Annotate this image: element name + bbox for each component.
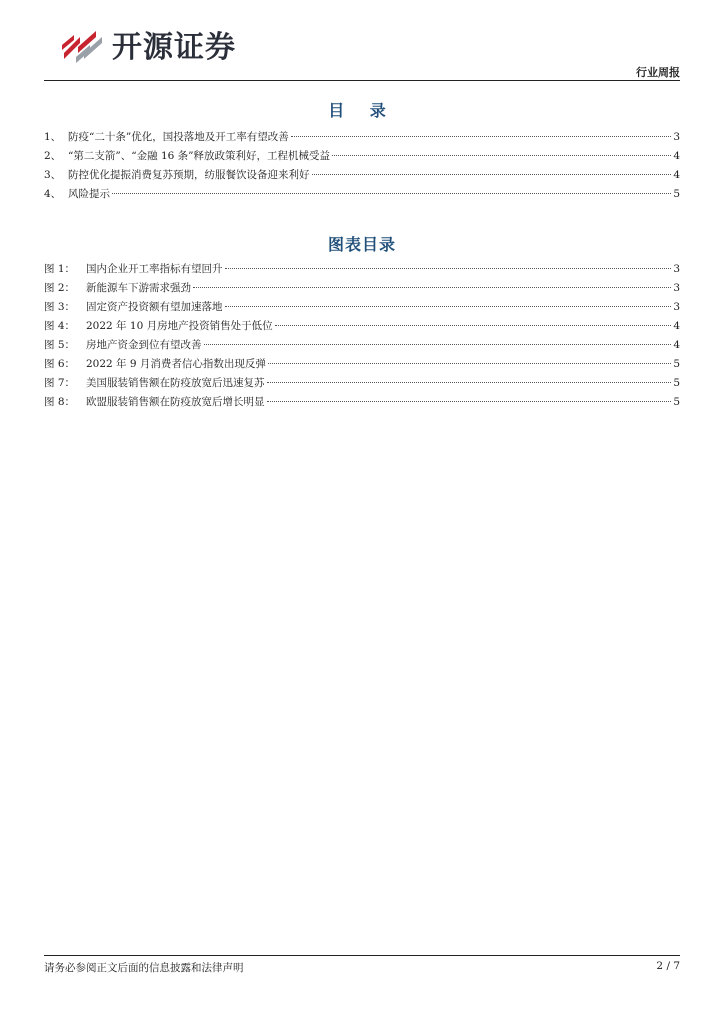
figure-list-title: 图表目录 <box>327 235 396 254</box>
dot-leader <box>112 193 671 194</box>
entry-number: 图 2： <box>44 282 76 294</box>
footer-disclaimer: 请务必参阅正文后面的信息披露和法律声明 <box>44 962 244 974</box>
entry-number: 4、 <box>44 188 62 200</box>
page-number: 2 / 7 <box>656 960 680 972</box>
brand-name: 开源证券 <box>112 30 236 65</box>
header-divider <box>44 80 680 81</box>
entry-title: 固定资产投资额有望加速落地 <box>86 301 223 313</box>
entry-title: 防疫“二十条”优化，国投落地及开工率有望改善 <box>68 131 289 143</box>
toc-entry[interactable] <box>44 337 680 356</box>
toc-entry[interactable] <box>44 261 680 280</box>
toc-entry[interactable] <box>44 299 680 318</box>
dot-leader <box>225 306 672 307</box>
entry-page-number: 4 <box>673 169 680 181</box>
entry-title: 国内企业开工率指标有望回升 <box>86 263 223 275</box>
entry-number: 图 6： <box>44 358 76 370</box>
dot-leader <box>291 136 672 137</box>
toc-entry[interactable] <box>44 394 680 413</box>
entry-page-number: 4 <box>673 150 680 162</box>
entry-title: 防控优化提振消费复苏预期，纺服餐饮设备迎来利好 <box>68 169 310 181</box>
toc-entry[interactable] <box>44 167 680 186</box>
entry-title: 房地产资金到位有望改善 <box>86 339 202 351</box>
entry-page-number: 3 <box>673 301 680 313</box>
entry-page-number: 4 <box>673 339 680 351</box>
entry-number: 图 5： <box>44 339 76 351</box>
entry-page-number: 5 <box>673 377 680 389</box>
entry-number: 图 4： <box>44 320 76 332</box>
entry-page-number: 5 <box>673 358 680 370</box>
entry-number: 图 7： <box>44 377 76 389</box>
entry-number: 图 8： <box>44 396 76 408</box>
footer-divider <box>44 955 680 956</box>
entry-title: 2022 年 10 月房地产投资销售处于低位 <box>86 320 273 332</box>
toc-title: 目 录 <box>328 101 396 120</box>
entry-page-number: 5 <box>673 396 680 408</box>
document-type-label: 行业周报 <box>636 66 680 79</box>
entry-number: 3、 <box>44 169 62 181</box>
dot-leader <box>332 155 671 156</box>
toc-entry[interactable] <box>44 148 680 167</box>
brand-logo <box>60 22 236 66</box>
logo-mark-icon <box>60 23 106 65</box>
entry-number: 图 3： <box>44 301 76 313</box>
dot-leader <box>312 174 672 175</box>
entry-page-number: 3 <box>673 282 680 294</box>
entry-number: 图 1： <box>44 263 76 275</box>
entry-number: 2、 <box>44 150 62 162</box>
entry-page-number: 3 <box>673 263 680 275</box>
dot-leader <box>267 382 672 383</box>
dot-leader <box>225 268 672 269</box>
entry-page-number: 4 <box>673 320 680 332</box>
figure-list <box>44 261 680 413</box>
toc-entry[interactable] <box>44 356 680 375</box>
entry-number: 1、 <box>44 131 62 143</box>
entry-title: 风险提示 <box>68 188 110 200</box>
dot-leader <box>275 325 672 326</box>
dot-leader <box>193 287 671 288</box>
entry-title: 欧盟服装销售额在防疫放宽后增长明显 <box>86 396 265 408</box>
dot-leader <box>268 363 671 364</box>
toc-entry[interactable] <box>44 129 680 148</box>
entry-title: 2022 年 9 月消费者信心指数出现反弹 <box>86 358 266 370</box>
entry-title: 美国服装销售额在防疫放宽后迅速复苏 <box>86 377 265 389</box>
entry-page-number: 3 <box>673 131 680 143</box>
toc-list <box>44 129 680 205</box>
dot-leader <box>267 401 672 402</box>
toc-entry[interactable] <box>44 318 680 337</box>
entry-page-number: 5 <box>673 188 680 200</box>
dot-leader <box>204 344 672 345</box>
entry-title: 新能源车下游需求强劲 <box>86 282 191 294</box>
toc-entry[interactable] <box>44 186 680 205</box>
toc-entry[interactable] <box>44 280 680 299</box>
entry-title: “第二支箭”、“金融 16 条”释放政策利好，工程机械受益 <box>68 150 331 162</box>
toc-entry[interactable] <box>44 375 680 394</box>
